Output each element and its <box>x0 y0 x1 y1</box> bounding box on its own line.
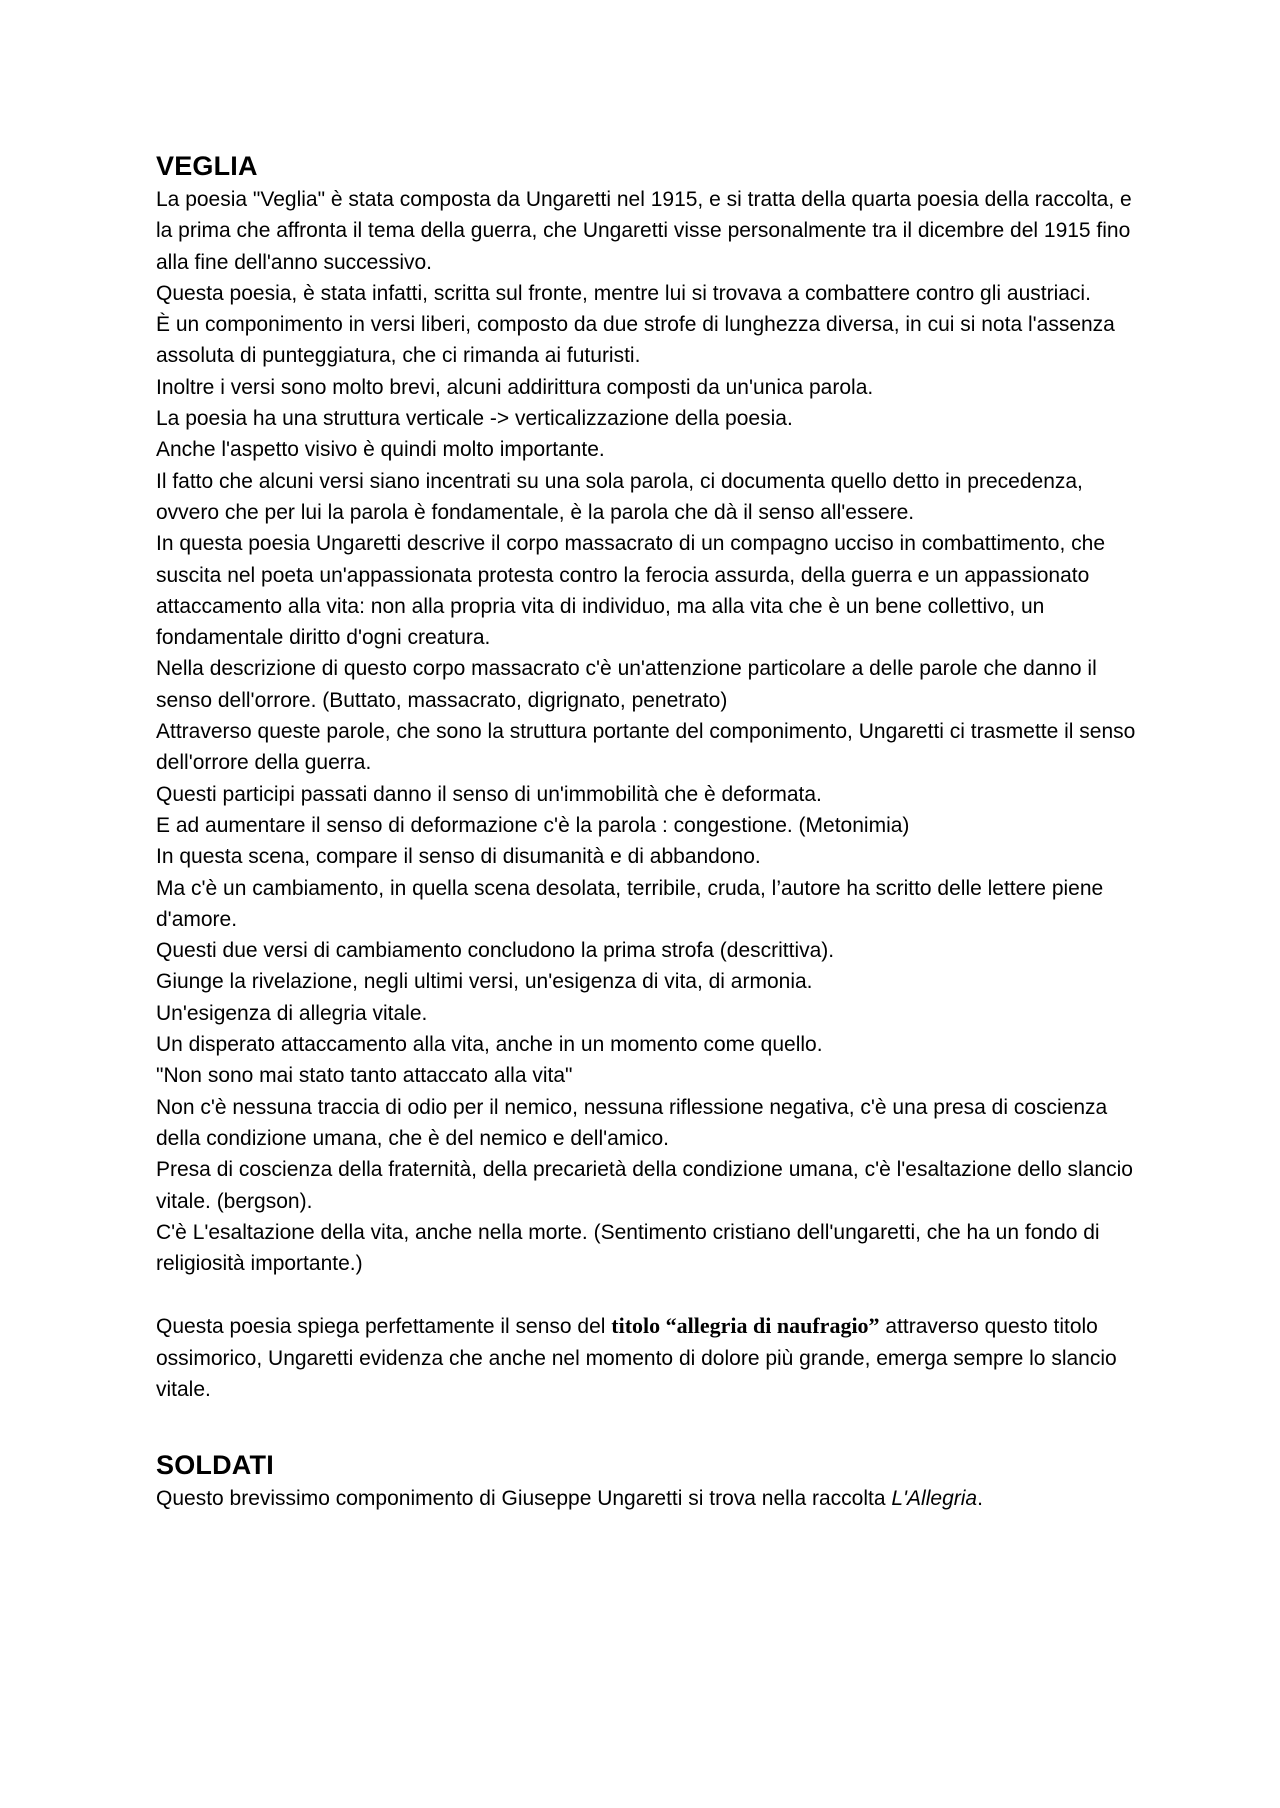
paragraph: E ad aumentare il senso di deformazione c'è la parola : congestione. (Metonimia) <box>156 813 910 837</box>
intro-paragraph <box>156 1483 1136 1514</box>
closing-text-end: attraverso questo titolo ossimorico, Ungaretti evidenza che anche nel momento di dolore più grande, emerga sempre lo slancio vitale. <box>156 1315 1117 1401</box>
section-gap <box>156 1405 1136 1447</box>
paragraph: Ma c'è un cambiamento, in quella scena desolata, terribile, cruda, l’autore ha scritto delle lettere piene d'amore. <box>156 876 1104 931</box>
section-title-veglia: VEGLIA <box>156 151 258 181</box>
paragraph: Inoltre i versi sono molto brevi, alcuni addirittura composti da un'unica parola. <box>156 375 874 399</box>
paragraph: La poesia ha una struttura verticale -> verticalizzazione della poesia. <box>156 407 793 431</box>
paragraph: È un componimento in versi liberi, composto da due strofe di lunghezza diversa, in cui si nota l'assenza assoluta di punteggiatura, che ci rimanda ai futuristi. <box>156 313 1115 368</box>
paragraph: Questa poesia, è stata infatti, scritta sul fronte, mentre lui si trovava a combattere contro gli austriaci. <box>156 281 1091 305</box>
paragraph: In questa scena, compare il senso di disumanità e di abbandono. <box>156 845 761 869</box>
paragraph: Giunge la rivelazione, negli ultimi versi, un'esigenza di vita, di armonia. <box>156 970 813 994</box>
closing-bold-title: titolo “allegria di naufragio” <box>611 1313 880 1339</box>
blank-line <box>156 1279 1136 1310</box>
paragraph: Anche l'aspetto visivo è quindi molto importante. <box>156 438 605 462</box>
closing-text-start: Questa poesia spiega perfettamente il senso del <box>156 1315 612 1339</box>
paragraph: Non c'è nessuna traccia di odio per il nemico, nessuna riflessione negativa, c'è una presa di coscienza della condizione umana, che è del nemico e dell'amico. <box>156 1095 1108 1150</box>
paragraph: Questi due versi di cambiamento concludono la prima strofa (descrittiva). <box>156 939 835 963</box>
paragraph: Nella descrizione di questo corpo massacrato c'è un'attenzione particolare a delle parole che danno il senso dell'orrore. (Buttato, massacrato, digrignato, penetrato) <box>156 657 1097 712</box>
paragraph: La poesia "Veglia" è stata composta da Ungaretti nel 1915, e si tratta della quarta poesia della raccolta, e la prima che affronta il tema della guerra, che Ungaretti visse personalmente tra il dicembre del 1915 fino alla fine dell'anno successivo. <box>156 188 1132 274</box>
intro-text-start: Questo brevissimo componimento di Giuseppe Ungaretti si trova nella raccolta <box>156 1487 892 1511</box>
paragraph: In questa poesia Ungaretti descrive il corpo massacrato di un compagno ucciso in combattimento, che suscita nel poeta un'appassionata protesta contro la ferocia assurda, della guerra e un appassionato attaccamento alla vita: non alla propria vita di individuo, ma alla vita che è un bene collettivo, un fondamentale diritto d'ogni creatura. <box>156 532 1105 650</box>
closing-paragraph <box>156 1310 1136 1405</box>
section-title-soldati: SOLDATI <box>156 1450 274 1481</box>
paragraph: Un'esigenza di allegria vitale. <box>156 1001 428 1025</box>
paragraph: Attraverso queste parole, che sono la struttura portante del componimento, Ungaretti ci trasmette il senso dell'orrore della guerra. <box>156 720 1136 775</box>
intro-text-end: . <box>977 1487 983 1511</box>
paragraph: C'è L'esaltazione della vita, anche nella morte. (Sentimento cristiano dell'ungaretti, che ha un fondo di religiosità importante.) <box>156 1220 1100 1276</box>
paragraph: Il fatto che alcuni versi siano incentrati su una sola parola, ci documenta quello detto in precedenza, ovvero che per lui la parola è fondamentale, è la parola che dà il senso all'essere. <box>156 469 1083 524</box>
paragraph: "Non sono mai stato tanto attaccato alla vita" <box>156 1064 573 1088</box>
paragraph: Questi participi passati danno il senso di un'immobilità che è deformata. <box>156 782 822 806</box>
document-page <box>156 148 1136 1515</box>
intro-italic-title: L'Allegria <box>891 1487 978 1511</box>
paragraph: Un disperato attaccamento alla vita, anche in un momento come quello. <box>156 1033 823 1057</box>
paragraph: Presa di coscienza della fraternità, della precarietà della condizione umana, c'è l'esaltazione dello slancio vitale. (bergson). <box>156 1158 1133 1213</box>
